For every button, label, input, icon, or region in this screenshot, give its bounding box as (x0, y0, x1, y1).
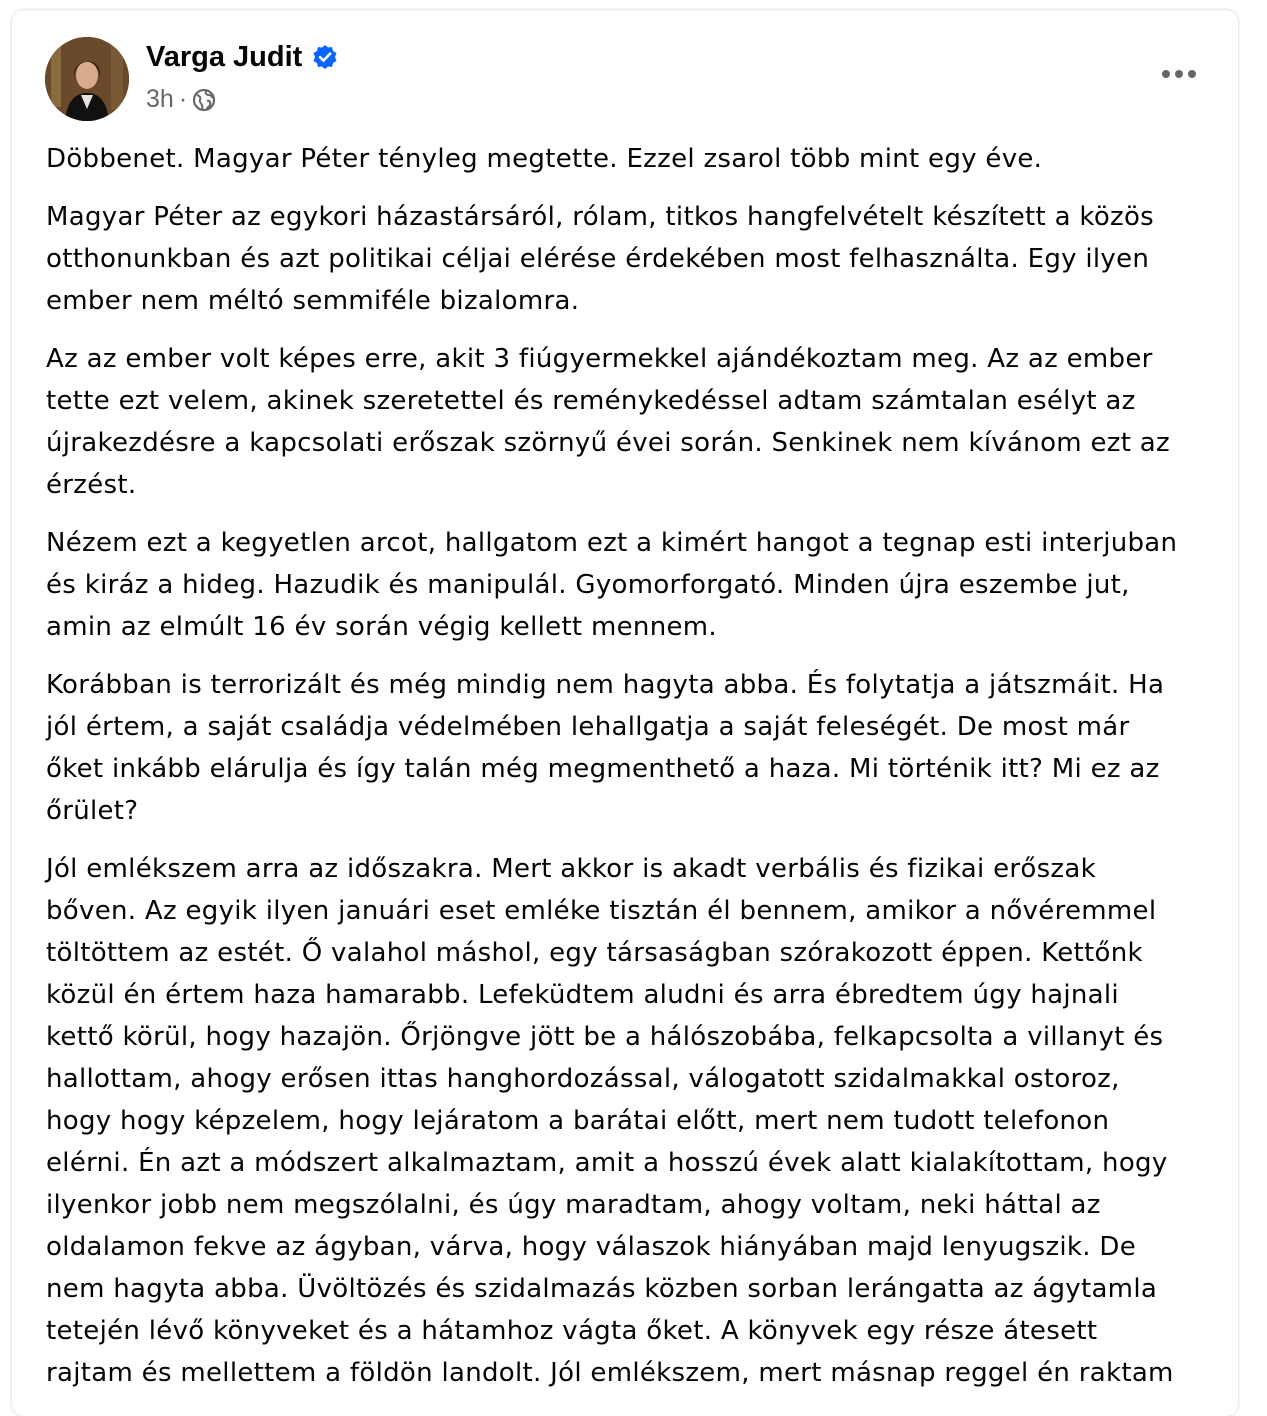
post-text-line: bőven. Az egyik ilyen januári eset emléke tisztán él bennem, amikor a nővéremmel (46, 896, 1157, 926)
post-text-line: Az az ember volt képes erre, akit 3 fiúgyermekkel ajándékoztam meg. Az az ember (46, 344, 1153, 374)
post-text (46, 138, 1224, 1410)
post-text-line: Magyar Péter az egykori házastársáról, rólam, titkos hangfelvételt készített a közös (46, 202, 1155, 232)
post-card (12, 10, 1238, 1416)
post-text-line: hogy hogy képzelem, hogy lejáratom a barátai előtt, mert nem tudott telefonon (46, 1106, 1110, 1136)
post-text-line: rajtam és mellettem a földön landolt. Jól emlékszem, mert másnap reggel én raktam (46, 1358, 1174, 1388)
more-options-icon (1161, 69, 1197, 79)
post-text-line: tette ezt velem, akinek szeretettel és reménykedéssel adtam számtalan esélyt az (46, 386, 1136, 416)
post-paragraph (46, 138, 1224, 180)
post-paragraph (46, 338, 1224, 506)
post-text-line: jól értem, a saját családja védelmében lehallgatja a saját feleségét. De most már (46, 712, 1130, 742)
more-options-button[interactable] (1152, 54, 1206, 94)
post-text-line: őrület? (46, 796, 139, 826)
post-text-line: Jól emlékszem arra az időszakra. Mert akkor is akadt verbális és fizikai erőszak (46, 854, 1096, 884)
post-text-line: ilyenkor jobb nem megszólalni, és úgy maradtam, ahogy voltam, neki háttal az (46, 1190, 1101, 1220)
post-paragraph (46, 196, 1224, 322)
post-text-line: ember nem méltó semmiféle bizalomra. (46, 286, 580, 316)
verified-badge-icon (312, 44, 338, 70)
author-name[interactable]: Varga Judit (146, 41, 303, 73)
post-text-line: otthonunkban és azt politikai céljai elérése érdekében most felhasználta. Egy ilyen (46, 244, 1150, 274)
post-text-line: elérni. Én azt a módszert alkalmaztam, amit a hosszú évek alatt kialakítottam, hogy (46, 1148, 1168, 1178)
post-paragraph (46, 848, 1224, 1394)
post-text-line: Korábban is terrorizált és még mindig nem hagyta abba. És folytatja a játszmáit. Ha (46, 670, 1165, 700)
author-avatar[interactable] (45, 37, 129, 121)
post-text-line: amin az elmúlt 16 év során végig kellett mennem. (46, 612, 717, 642)
author-line (146, 38, 338, 76)
post-timestamp[interactable]: 3h (146, 85, 174, 113)
post-text-line: újrakezdésre a kapcsolati erőszak szörnyű évei során. Senkinek nem kívánom ezt az (46, 428, 1170, 458)
post-text-line: érzést. (46, 470, 137, 500)
post-text-line: oldalamon fekve az ágyban, várva, hogy válaszok hiányában majd lenyugszik. De (46, 1232, 1137, 1262)
post-text-line: közül én értem haza hamarabb. Lefeküdtem aludni és arra ébredtem úgy hajnali (46, 980, 1119, 1010)
post-paragraph (46, 522, 1224, 648)
post-text-line: és kiráz a hideg. Hazudik és manipulál. Gyomorforgató. Minden újra eszembe jut, (46, 570, 1130, 600)
post-paragraph (46, 664, 1224, 832)
post-text-line: nem hagyta abba. Üvöltözés és szidalmazás közben sorban lerángatta az ágytamla (46, 1274, 1158, 1304)
post-text-line: hallottam, ahogy erősen ittas hanghordozással, válogatott szidalmakkal ostoroz, (46, 1064, 1120, 1094)
post-text-line: Döbbenet. Magyar Péter tényleg megtette. Ezzel zsarol több mint egy éve. (46, 144, 1043, 174)
meta-separator: · (178, 85, 188, 113)
post-text-line: kettő körül, hogy hazajön. Őrjöngve jött be a hálószobába, felkapcsolta a villanyt és (46, 1022, 1164, 1052)
post-text-line: tetején lévő könyveket és a hátamhoz vágta őket. A könyvek egy része átesett (46, 1316, 1098, 1346)
post-text-line: töltöttem az estét. Ő valahol máshol, egy társaságban szórakozott éppen. Kettőnk (46, 938, 1143, 968)
post-meta (146, 82, 216, 116)
globe-icon[interactable] (192, 87, 216, 111)
post-text-line: őket inkább elárulja és így talán még megmenthető a haza. Mi történik itt? Mi ez az (46, 754, 1160, 784)
post-text-line: Nézem ezt a kegyetlen arcot, hallgatom ezt a kimért hangot a tegnap esti interjuban (46, 528, 1178, 558)
avatar-image (45, 37, 129, 121)
